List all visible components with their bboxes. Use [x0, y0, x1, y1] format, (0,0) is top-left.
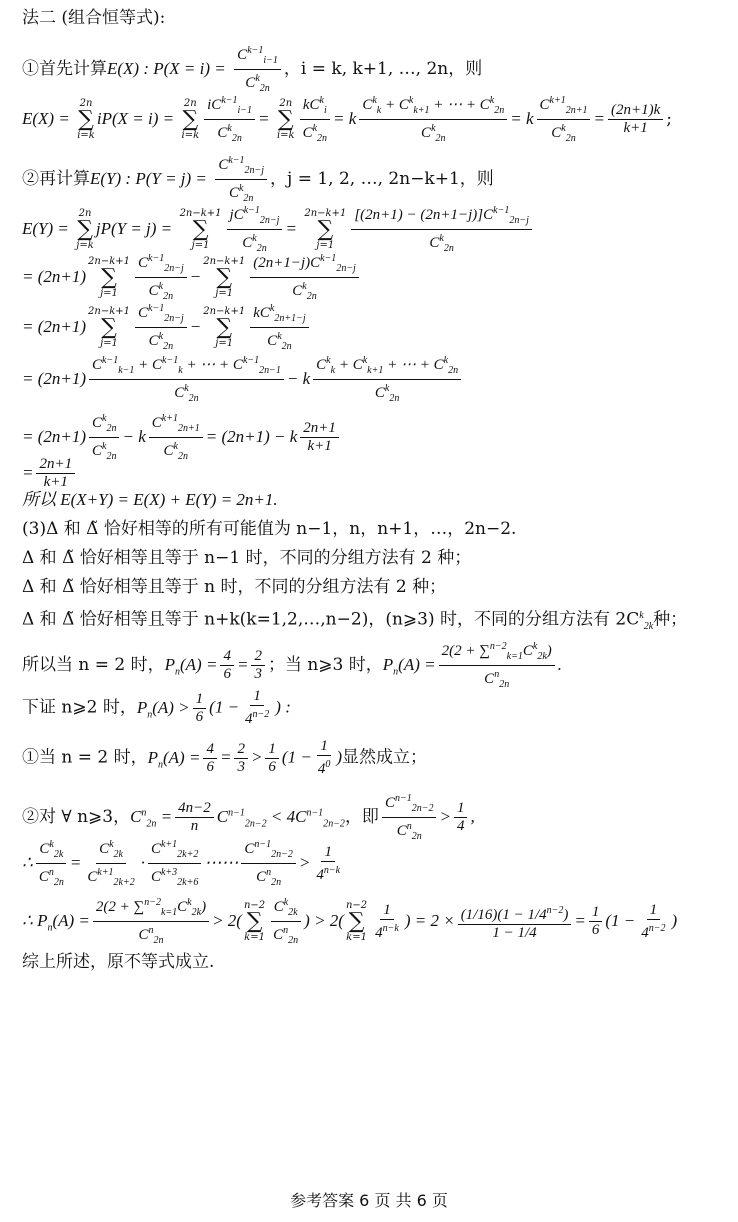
formula-line-6: = (2n+1) 2n−k+1 ∑ j=1 $\frac{C^{k-1}_{2n-j}}{C^k_{2n}}$ − 2n−k+1 ∑ j=1 $kC^k_{2n+1-j}$ $C^k_{2n}$ — [22, 300, 312, 355]
formula-case-1: ①当 n = 2 时，$P_n(A)$ = $\frac{4}{6}$ = $\frac{2}{3}$ > $\frac{1}{6}$ (1 − $\frac{1}{4^0}$ )显然成立； — [22, 738, 427, 777]
text-p3-2: Δ 和 Δ̃ 恰好相等且等于 n−1 时，不同的分组方法有 2 种； — [22, 548, 472, 568]
formula-line-8: = (2n+1) $\frac{C^k_{2n}}{C^k_{2n}}$ − k $\frac{C^{k+1}_{2n+1}}{C^k_{2n}}$ = (2n+1) − k $\frac{2n+1}{k+1}$ — [22, 410, 342, 465]
formula-line-7: = (2n+1) $\frac{C^{k-1}_{k-1} + C^{k-1}_k + \cdots + C^{k-1}_{2n-1}}{C^k_{2n}}$ − k $C^k_k + C^k_{k+1}$ + ⋯ + $C^k_{2n}$ $C^k_{2n}$ — [22, 352, 464, 407]
heading: 法二 (组合恒等式): — [22, 8, 166, 28]
formula-line-1: ①首先计算E(X) : P(X = i) = $\frac{C^{k-1}_{i-1}}{C^k_{2n}}$ ，i = k, k+1, …, 2n，则 — [22, 42, 482, 97]
formula-line-5: = (2n+1) 2n−k+1 ∑ j=1 $\frac{C^{k-1}_{2n-j}}{C^k_{2n}}$ − 2n−k+1 ∑ j=1 $\frac{(2n+1-j)C^{k-1}_{2n-j}}{C^k_{2n}}$ — [22, 250, 362, 305]
text-case1-post: 显然成立； — [341, 747, 427, 768]
text-proof-intro: 下证 n⩾2 时， — [22, 697, 137, 718]
text-p3-4: Δ 和 Δ̃ 恰好相等且等于 n+k(k=1,2,…,n−2)，(n⩾3) 时，不同的分组方法有 $2C^k_{2k}$种； — [22, 609, 688, 633]
text-conclusion: 综上所述，原不等式成立. — [22, 952, 215, 972]
text-p3-4-main: Δ 和 Δ̃ 恰好相等且等于 n+k(k=1,2,…,n−2)，(n⩾3) 时，不同的分组方法有 2C — [22, 609, 640, 630]
text-l3-post: ，j = 1, 2, …, 2n−k+1，则 — [270, 169, 494, 189]
text-p3-5-mid: ；当 n⩾3 时， — [267, 655, 383, 675]
fraction: $\frac{C^{k-1}_{i-1}}{C^k_{2n}}$ — [234, 42, 281, 97]
formula-case-2: ②对 ∀ n⩾3，$C^n_{2n}$ = $\frac{4n-2}{n}$ $C^{n-1}_{2n-2} < 4C^{n-1}_{2n-2}$，即 $\frac{C^{n-1}_{2n-2}}{C^n_{2n}}$ > $\frac{1}{4}$ , — [22, 790, 475, 845]
formula-line-3: ②再计算E(Y) : P(Y = j) = $\frac{C^{k-1}_{2n-j}}{C^k_{2n}}$ ，j = 1, 2, …, 2n−k+1，则 — [22, 152, 494, 207]
formula-therefore-2: ∴ $P_n(A)$ = $\frac{2(2 + \sum^{n-2}_{k=1}C^k_{2k})}{C^n_{2n}}$ > 2( n−2 ∑ k=1 $\frac{C^k_{2k}}{C^n_{2n}}$ ) > 2( n−2 ∑ k=1 $\frac{1}{4^{n-k}}$ ) = 2 × $\frac{(1/16)(1 - 1/4^{n-2})}{1 - 1/4}$ = $\frac{1}{6}$ (1 − $\frac{1}{4^{n-2}}$ ) — [22, 894, 677, 949]
text-line-10: 所以 E(X+Y) = E(X) + E(Y) = 2n+1. — [22, 490, 278, 509]
formula-line-2: E(X) = 2n ∑ i=k iP(X = i) = 2n ∑ i=k $iC^{k-1}_{i-1}$ $C^k_{2n}$ = 2n ∑ i=k $kC^k_i$ $C^k_{2n}$ = k $C^k_k + C^k_{k+1}$ + ⋯ + $C^k_{2n}$ $C^k_{2n}$ = k $\frac{C^{k+1}_{2n+1}}{C^k_{2n}}$ = $\frac{(2n+1)k}{k+1}$ ; — [22, 92, 672, 147]
text-case2-pre: ②对 ∀ n⩾3， — [22, 807, 131, 827]
text-case1-pre: ①当 n = 2 时， — [22, 747, 148, 768]
text-l1-post: ，i = k, k+1, …, 2n，则 — [283, 59, 483, 79]
text-p3-5-pre: 所以当 n = 2 时， — [22, 655, 165, 675]
formula-therefore-1: ∴ $\frac{C^k_{2k}}{C^n_{2n}}$ = $\frac{C^k_{2k}}{C^{k+1}_{2k+2}}$ · $\frac{C^{k+1}_{2k+2}}{C^{k+3}_{2k+6}}$ ⋯⋯ $\frac{C^{n-1}_{2n-2}}{C^n_{2n}}$ > $\frac{1}{4^{n-k}}$ — [22, 836, 346, 891]
text-case2-mid: ，即 — [344, 807, 379, 827]
text-l1-pre: ①首先计算 — [22, 59, 107, 79]
text-semicolon: ; — [666, 109, 672, 129]
formula-line-4: E(Y) = 2n ∑ j=k jP(Y = j) = 2n−k+1 ∑ j=1 $jC^{k-1}_{2n-j}$ $C^k_{2n}$ = 2n−k+1 ∑ j=1 $\frac{[(2n+1) - (2n+1-j)]C^{k-1}_{2n-j}}{C^k_{2n}}$ — [22, 202, 535, 257]
formula-proof-intro: 下证 n⩾2 时，$P_n(A)$ > $\frac{1}{6}$ (1 − $\frac{1}{4^{n-2}}$ ) : — [22, 688, 291, 727]
page-footer: 参考答案 6 页 共 6 页 — [290, 1191, 448, 1210]
formula-line-9: = $\frac{2n+1}{k+1}$ — [22, 456, 78, 491]
text-p3-1: (3)Δ 和 Δ̃ 恰好相等的所有可能值为 n−1，n，n+1，…，2n−2. — [22, 519, 517, 539]
text-p3-3: Δ 和 Δ̃ 恰好相等且等于 n 时，不同的分组方法有 2 种； — [22, 577, 447, 597]
text-p3-4-end: 种； — [653, 609, 688, 630]
formula-pn: 所以当 n = 2 时，$P_n(A)$ = $\frac{4}{6}$ = $\frac{2}{3}$ ；当 n⩾3 时，$P_n(A)$ = $\frac{2(2 + \sum^{n-2}_{k=1}C^k_{2k})}{C^n_{2n}}$ . — [22, 638, 562, 693]
text-l3-pre: ②再计算 — [22, 169, 90, 189]
